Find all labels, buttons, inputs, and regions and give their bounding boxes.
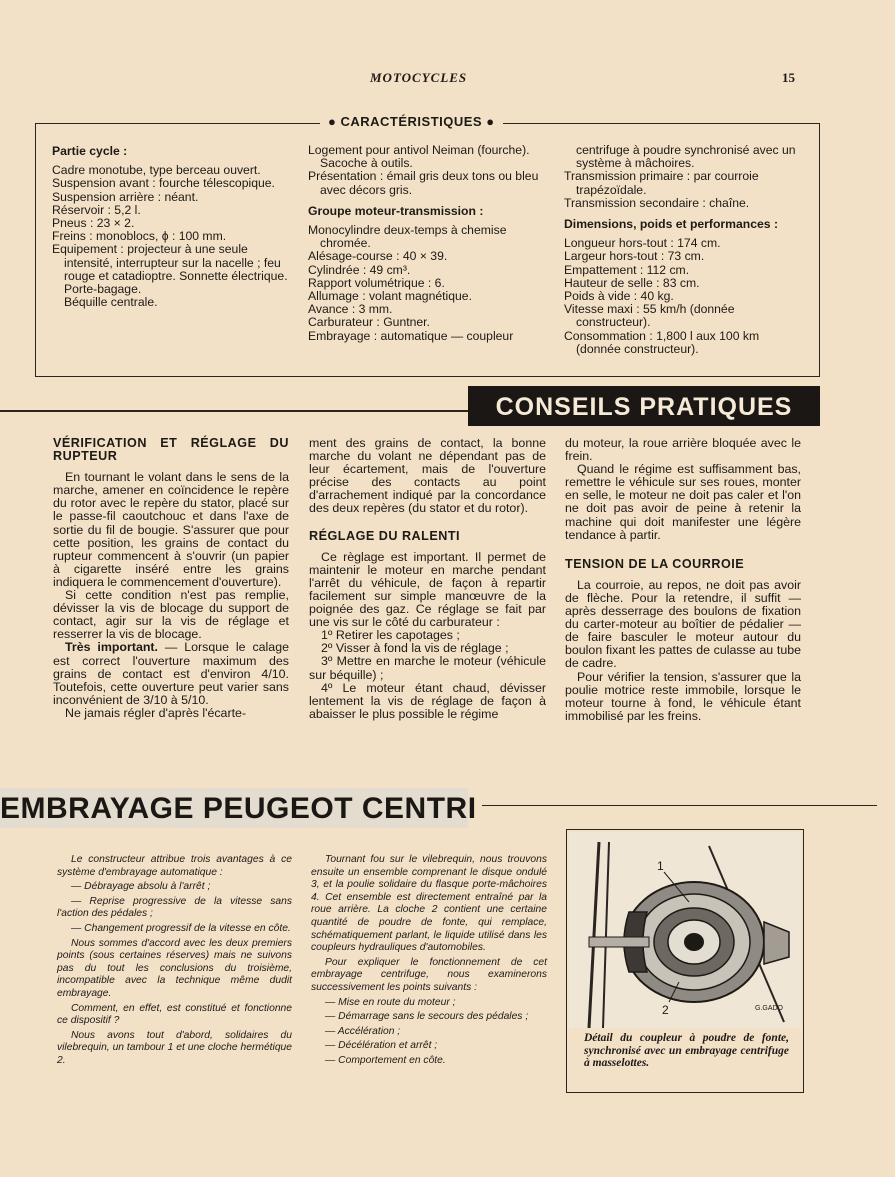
spec-line: centrifuge à poudre synchronisé avec un système à mâchoires.	[576, 143, 796, 171]
spec-line: Longueur hors-tout : 174 cm.	[564, 236, 721, 251]
spec-line: Cylindrée : 49 cm³.	[308, 262, 411, 277]
spec-column-cycle	[52, 145, 288, 309]
paragraph: En tournant le volant dans le sens de la marche, amener en coïncidence le repère du rotor avec le repère du stator, placé sur le passe-fil caoutchouc et dans l'axe de sortie du fil de bougie. S'assurer que pour cette position, les grains de contact du rupteur commencent à s'ouvrir (un papier à cigarette inséré entre les grains indiquera le commencement d'ouverture).	[53, 470, 289, 589]
spec-line: Vitesse maxi : 55 km/h (donnée constructeur).	[564, 302, 735, 330]
paragraph: La courroie, au repos, ne doit pas avoir de flèche. Pour la retendre, il suffit — après desserrage des boulons de fixation du carter-moteur au boîtier de pédalier — de faire basculer le moteur autour du boulon fixant les pattes de culasse au tube de cadre.	[565, 577, 801, 671]
spec-line: Freins : monoblocs, ϕ : 100 mm.	[52, 229, 227, 244]
spec-line: Sacoche à outils.	[320, 156, 413, 171]
paragraph: Pour vérifier la tension, s'assurer que la poulie motrice reste immobile, lorsque le moteur tourne à fond, le véhicule étant immobilisé par les freins.	[565, 669, 801, 723]
paragraph-text: — Lorsque le calage est correct l'ouverture maximum des grains de contact est d'environ 4/10. Toutefois, cette ouverture peut varier sans inconvénient de 3/10 à 5/10.	[53, 640, 289, 707]
spec-column-dimensions	[564, 144, 802, 356]
section-divider	[482, 805, 877, 806]
spec-line: Porte-bagage.	[64, 282, 142, 297]
spec-line: Rapport volumétrique : 6.	[308, 275, 445, 290]
spec-heading: Dimensions, poids et performances :	[564, 217, 779, 232]
spec-column-engine	[308, 144, 546, 343]
spec-line: Equipement : projecteur à une seule intensité, interrupteur sur la nacelle ; feu rouge et catadioptre. Sonnette électrique.	[52, 242, 288, 283]
spec-line: Alésage-course : 40 × 39.	[308, 249, 448, 264]
section-divider	[0, 410, 470, 412]
conseils-banner: CONSEILS PRATIQUES	[468, 386, 820, 426]
paragraph: Nous avons tout d'abord, solidaires du vilebrequin, un tambour 1 et une cloche hermétique 2.	[57, 1029, 292, 1066]
spec-line: Hauteur de selle : 83 cm.	[564, 275, 700, 290]
paragraph: Ce règlage est important. Il permet de maintenir le moteur en marche pendant l'arrêt du véhicule, de façon à repartir facilement sur simple manœuvre de la poignée des gaz. Ce réglage se fait par une vis sur le côté du carburateur :	[309, 549, 546, 630]
spec-line: Carburateur : Guntner.	[308, 315, 430, 330]
paragraph: — Accélération ;	[325, 1025, 401, 1037]
section-heading: VÉRIFICATION ET RÉGLAGE DU RUPTEUR	[53, 436, 289, 464]
spec-line: Suspension arrière : néant.	[52, 189, 199, 204]
spec-line: Transmission secondaire : chaîne.	[564, 195, 750, 210]
embrayage-column-1	[57, 854, 292, 1070]
paragraph: — Reprise progressive de la vitesse sans l'action des pédales ;	[57, 895, 292, 920]
spec-line: Avance : 3 mm.	[308, 302, 393, 317]
spec-line: Présentation : émail gris deux tons ou bleu avec décors gris.	[308, 169, 539, 197]
bold-lead: Très important.	[65, 640, 158, 655]
step: 1º Retirer les capotages ;	[321, 628, 460, 643]
figure-label-2: 2	[662, 1003, 669, 1017]
spec-heading: Groupe moteur-transmission :	[308, 203, 484, 218]
spec-line: Consommation : 1,800 l aux 100 km (donnée constructeur).	[564, 328, 760, 356]
spec-line: Allumage : volant magnétique.	[308, 289, 472, 304]
running-header: MOTOCYCLES	[370, 70, 468, 85]
paragraph: — Changement progressif de la vitesse en côte.	[71, 922, 291, 934]
paragraph: Nous sommes d'accord avec les deux premiers points (sous certaines réserves) mais ne suivons pas du tout les conclusions du troisième, incompatible avec la technique même dudit embrayage.	[57, 937, 292, 999]
step: 3º Mettre en marche le moteur (véhicule sur béquille) ;	[309, 654, 546, 682]
page-number: 15	[782, 70, 795, 85]
spec-line: Embrayage : automatique — coupleur	[308, 328, 514, 343]
embrayage-column-2	[311, 854, 547, 1070]
paragraph: Tournant fou sur le vilebrequin, nous trouvons ensuite un ensemble comprenant le disque ondulé 3, et la poulie solidaire du flasque porte-mâchoires 4. Cet ensemble est directement entraîné par la roue arrière. La cloche 2 contient une certaine quantité de poudre de fonte, qui remplace, schématiquement parlant, le liquide utilisé dans les coupleurs hydrauliques d'automobiles.	[311, 854, 547, 954]
paragraph: Le constructeur attribue trois avantages à ce système d'embrayage automatique :	[57, 854, 292, 878]
specifications-title: ● CARACTÉRISTIQUES ●	[320, 114, 503, 129]
spec-heading: Partie cycle :	[52, 144, 128, 158]
paragraph: — Débrayage absolu à l'arrêt ;	[71, 881, 211, 893]
spec-line: Largeur hors-tout : 73 cm.	[564, 249, 705, 264]
paragraph: — Décélération et arrêt ;	[325, 1040, 438, 1052]
section-heading: RÉGLAGE DU RALENTI	[309, 528, 461, 543]
spec-line: Logement pour antivol Neiman (fourche).	[308, 143, 530, 157]
spec-line: Monocylindre deux-temps à chemise chromée.	[308, 223, 507, 251]
spec-line: Béquille centrale.	[64, 295, 158, 310]
conseils-column-2	[309, 437, 546, 721]
conseils-column-3	[565, 437, 801, 723]
figure-signature: G.GADO	[755, 1005, 784, 1012]
conseils-column-1	[53, 437, 289, 720]
spec-line: Pneus : 23 × 2.	[52, 216, 135, 231]
paragraph: — Démarrage sans le secours des pédales ;	[325, 1011, 529, 1023]
paragraph: — Mise en route du moteur ;	[325, 996, 456, 1008]
paragraph: Ne jamais régler d'après l'écarte-	[65, 705, 247, 720]
clutch-illustration	[569, 832, 801, 1028]
paragraph: ment des grains de contact, la bonne marche du volant ne dépendant pas de leur écartement, mais de l'ouverture précise des contacts au point d'arrachement indiqué par la concordance des deux repères (du stator et du rotor).	[309, 436, 546, 516]
paragraph: Si cette condition n'est pas remplie, dévisser la vis de blocage du support de contact, agir sur la vis de réglage et resserrer la vis de blocage.	[53, 588, 289, 642]
spec-line: Suspension avant : fourche télescopique.	[52, 176, 275, 191]
spec-line: Réservoir : 5,2 l.	[52, 202, 141, 217]
figure-caption: Détail du coupleur à poudre de fonte, synchronisé avec un embrayage centrifuge à masselottes.	[584, 1032, 789, 1069]
spec-line: Empattement : 112 cm.	[564, 262, 690, 277]
paragraph: du moteur, la roue arrière bloquée avec le frein.	[565, 436, 801, 464]
spec-line: Poids à vide : 40 kg.	[564, 289, 674, 304]
spec-line: Cadre monotube, type berceau ouvert.	[52, 163, 261, 178]
figure-label-1: 1	[657, 859, 664, 873]
section-heading: TENSION DE LA COURROIE	[565, 556, 745, 571]
step: 4º Le moteur étant chaud, dévisser lentement la vis de réglage de façon à abaisser le plus possible le régime	[309, 680, 546, 721]
paragraph: Comment, en effet, est constitué et fonctionne ce dispositif ?	[57, 1002, 292, 1027]
spec-line: Transmission primaire : par courroie trapézoïdale.	[564, 169, 759, 197]
embrayage-title: EMBRAYAGE PEUGEOT CENTRI	[0, 792, 477, 825]
step: 2º Visser à fond la vis de réglage ;	[321, 641, 509, 656]
paragraph: Pour expliquer le fonctionnement de cet embrayage centrifuge, nous examinerons successivement les points suivants :	[311, 956, 547, 993]
paragraph: Quand le régime est suffisamment bas, remettre le véhicule sur ses roues, monter en selle, le moteur ne doit pas caler et l'on ne doit pas avoir de peine à retenir la machine qui doit manifester une légère tendance à partir.	[565, 462, 801, 542]
paragraph: — Comportement en côte.	[325, 1054, 446, 1066]
paragraph	[53, 641, 289, 706]
